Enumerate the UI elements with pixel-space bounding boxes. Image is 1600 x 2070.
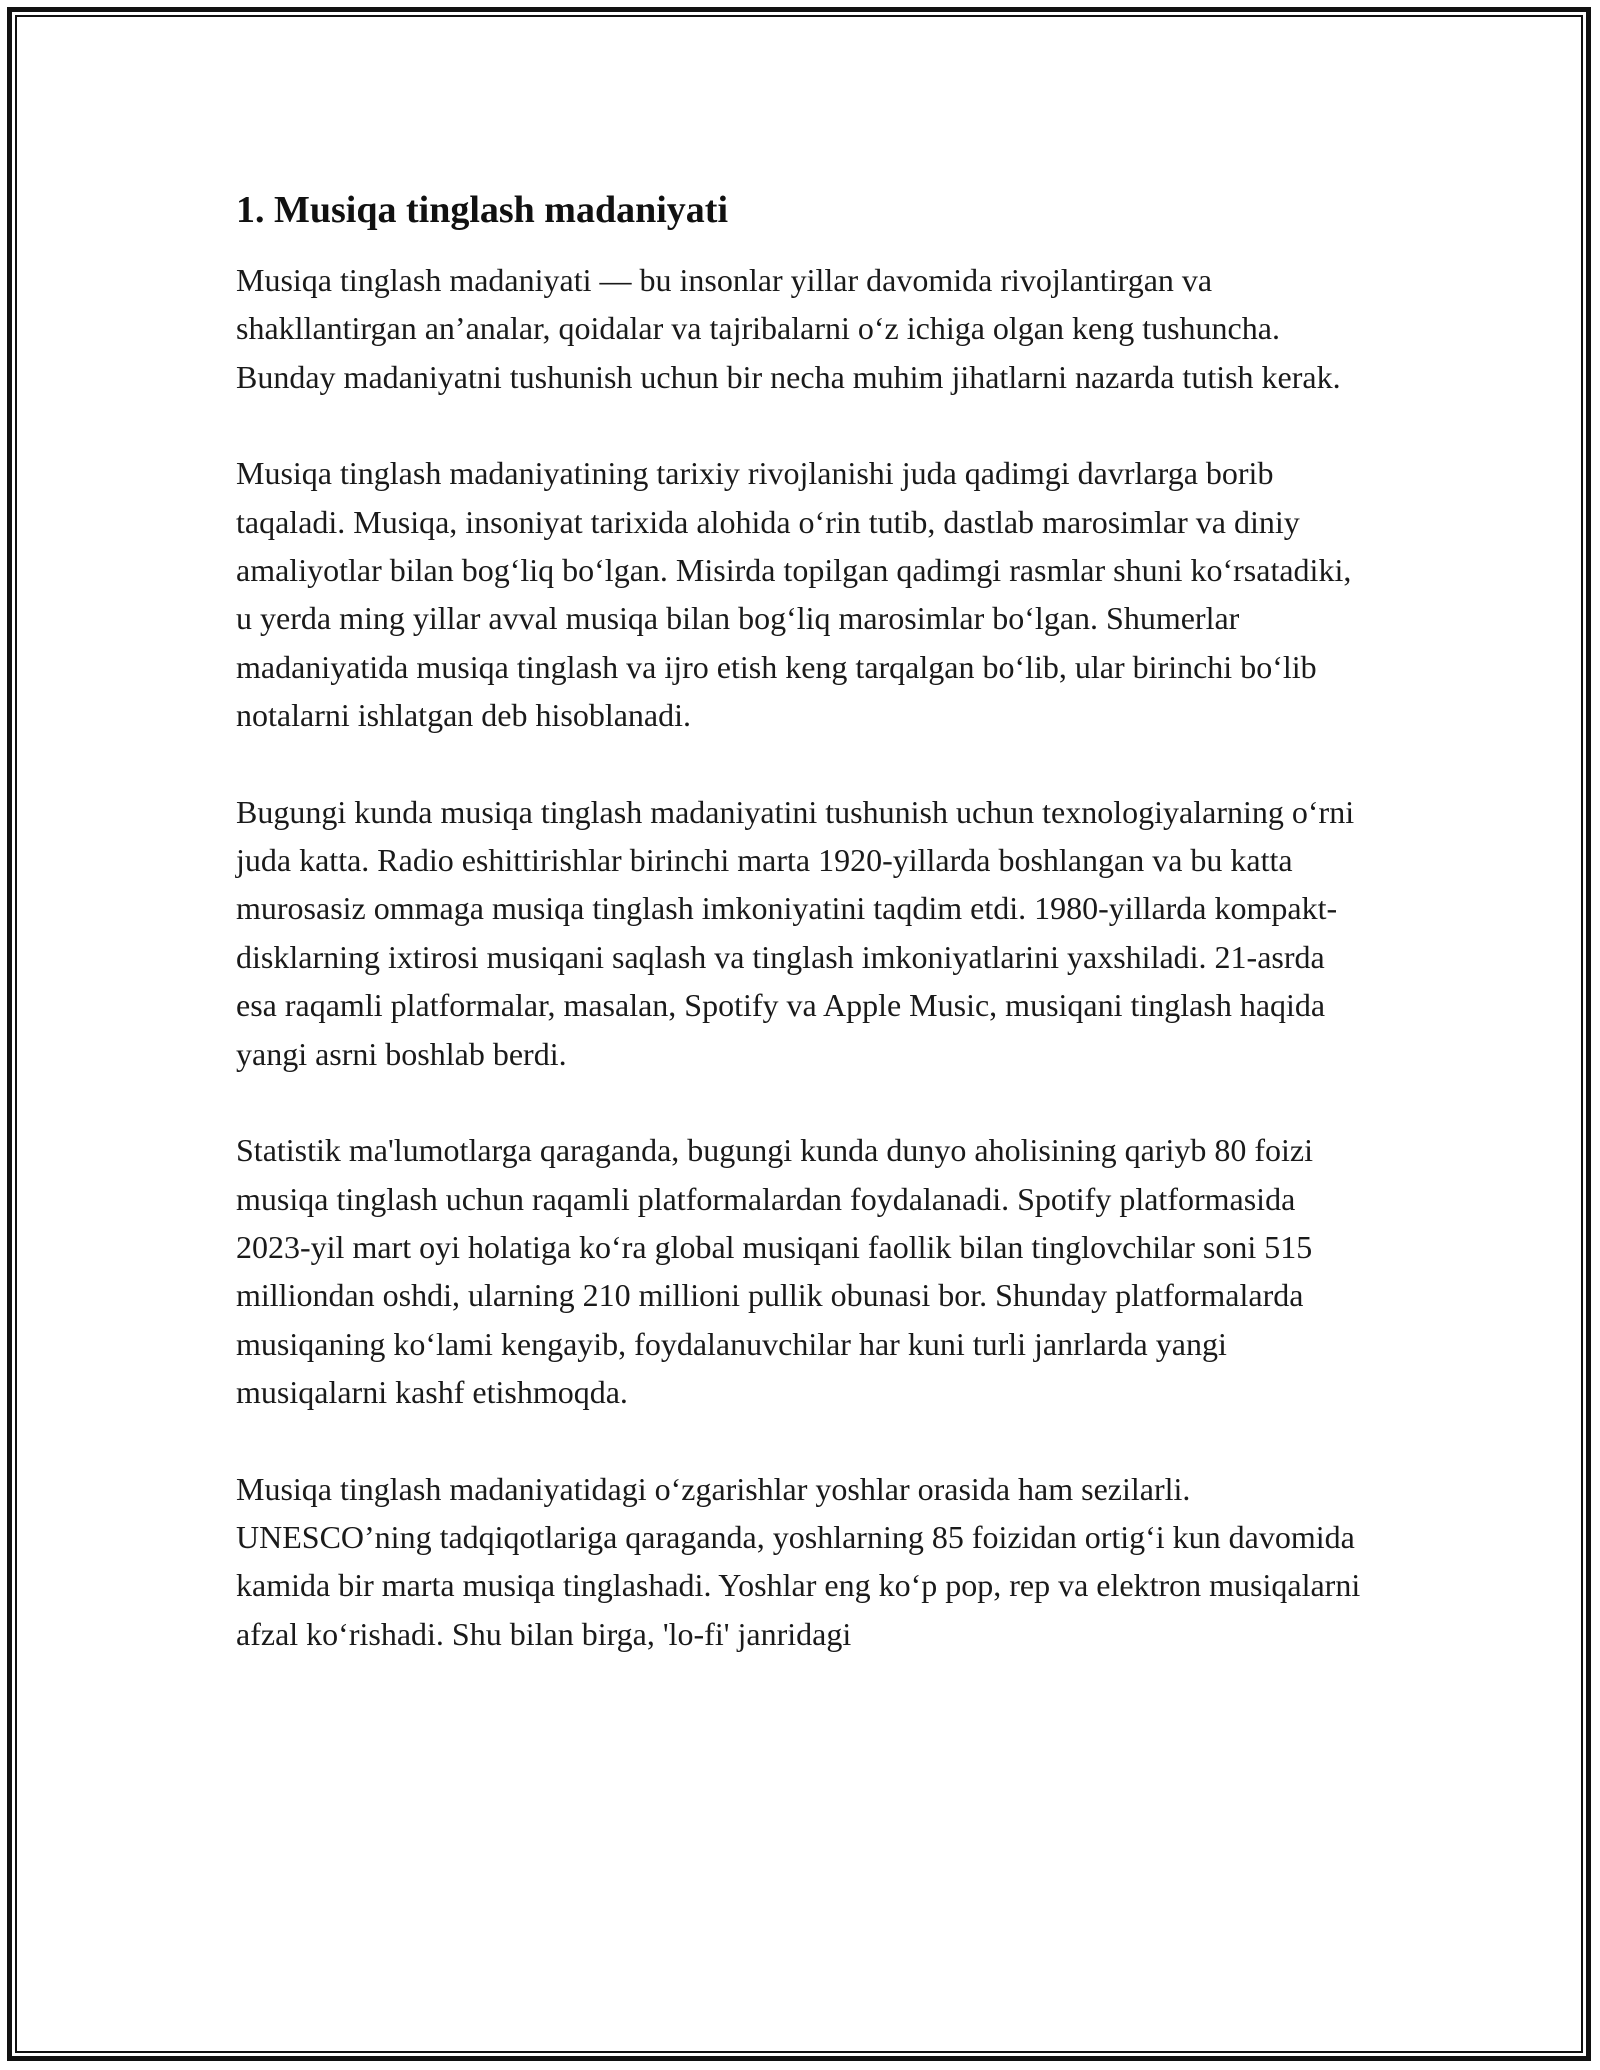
paragraph-technology: Bugungi kunda musiqa tinglash madaniyatini tushunish uchun texnologiyalarning o‘rni juda katta. Radio eshittirishlar birinchi marta 1920-yillarda boshlangan va bu katta murosasiz ommaga musiqa tinglash imkoniyatini taqdim etdi. 1980-yillarda kompakt-disklarning ixtirosi musiqani saqlash va tinglash imkoniyatlarini yaxshiladi. 21-asrda esa raqamli platformalar, masalan, Spotify va Apple Music, musiqani tinglash haqida yangi asrni boshlab berdi. (236, 793, 1355, 1072)
section-heading: 1. Musiqa tinglash madaniyati (236, 189, 728, 231)
document-content (236, 186, 1366, 1706)
paragraph-youth: Musiqa tinglash madaniyatidagi o‘zgarishlar yoshlar orasida ham sezilarli. UNESCO’ning tadqiqotlariga qaraganda, yoshlarning 85 foizidan ortig‘i kun davomida kamida bir marta musiqa tinglashadi. Yoshlar eng ko‘p pop, rep va elektron musiqalarni afzal ko‘rishadi. Shu bilan birga, 'lo-fi' janridagi (236, 1470, 1361, 1652)
paragraph-intro: Musiqa tinglash madaniyati — bu insonlar yillar davomida rivojlantirgan va shakllantirgan an’analar, qoidalar va tajribalarni o‘z ichiga olgan keng tushuncha. Bunday madaniyatni tushunish uchun bir necha muhim jihatlarni nazarda tutish kerak. (236, 262, 1341, 395)
paragraph-statistics: Statistik ma'lumotlarga qaraganda, bugungi kunda dunyo aholisining qariyb 80 foizi musiqa tinglash uchun raqamli platformalardan foydalanadi. Spotify platformasida 2023-yil mart oyi holatiga ko‘ra global musiqani faollik bilan tinglovchilar soni 515 milliondan oshdi, ularning 210 millioni pullik obunasi bor. Shunday platformalarda musiqaning ko‘lami kengayib, foydalanuvchilar har kuni turli janrlarda yangi musiqalarni kashf etishmoqda. (236, 1132, 1313, 1411)
paragraph-history: Musiqa tinglash madaniyatining tarixiy rivojlanishi juda qadimgi davrlarga borib taqaladi. Musiqa, insoniyat tarixida alohida o‘rin tutib, dastlab marosimlar va diniy amaliyotlar bilan bog‘liq bo‘lgan. Misirda topilgan qadimgi rasmlar shuni ko‘rsatadiki, u yerda ming yillar avval musiqa bilan bog‘liq marosimlar bo‘lgan. Shumerlar madaniyatida musiqa tinglash va ijro etish keng tarqalgan bo‘lib, ular birinchi bo‘lib notalarni ishlatgan deb hisoblanadi. (236, 455, 1352, 734)
